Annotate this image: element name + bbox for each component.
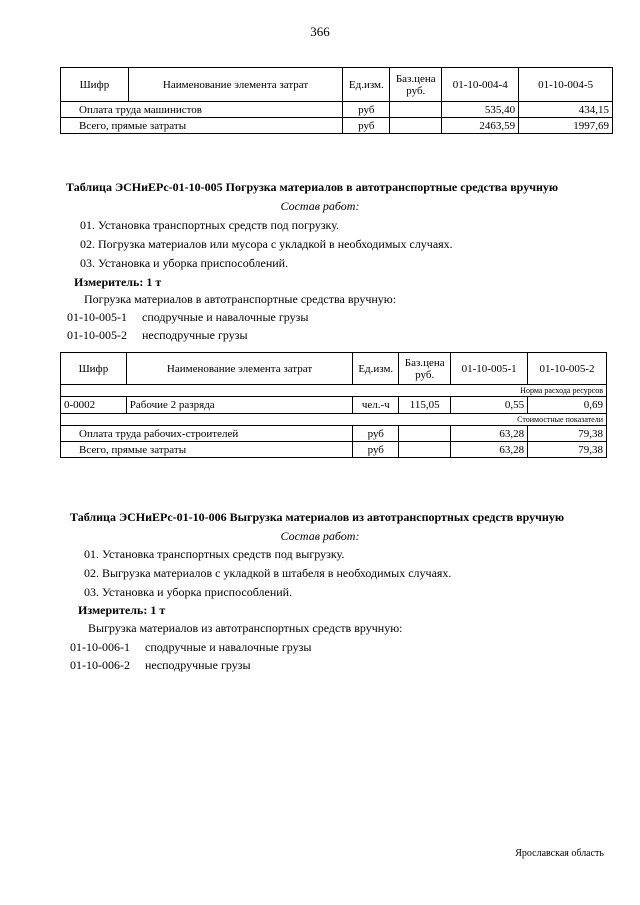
item-code: 01-10-005-2 xyxy=(67,328,127,342)
row-value-2: 434,15 xyxy=(519,102,613,118)
work-step: 01. Установка транспортных средств под выгрузку. xyxy=(84,547,345,561)
meter-label: Измеритель: 1 т xyxy=(74,275,162,289)
page-number: 366 xyxy=(310,24,330,39)
row-unit: руб xyxy=(353,442,399,458)
col-header-code: Шифр xyxy=(61,353,127,385)
row-price: 115,05 xyxy=(399,397,451,414)
col-header-price: Баз.цена руб. xyxy=(399,353,451,385)
row-value-1: 2463,59 xyxy=(442,118,519,134)
norm-section-label: Норма расхода ресурсов xyxy=(61,385,607,397)
table-row xyxy=(61,118,613,134)
cost-section-label: Стоимостные показатели xyxy=(61,414,607,426)
item-text: неcподручные грузы xyxy=(145,658,251,672)
row-value-2: 79,38 xyxy=(528,426,607,442)
footer-region: Ярославская область xyxy=(515,848,604,859)
item-code: 01-10-005-1 xyxy=(67,310,127,324)
row-value-2: 1997,69 xyxy=(519,118,613,134)
col-header-code-1: 01-10-005-1 xyxy=(451,353,528,385)
item-code: 01-10-006-1 xyxy=(70,640,130,654)
col-header-code-2: 01-10-004-5 xyxy=(519,68,613,102)
work-description: Погрузка материалов в автотранспортные средства вручную: xyxy=(84,292,397,306)
work-step: 02. Выгрузка материалов с укладкой в штабеля в необходимых случаях. xyxy=(84,566,452,580)
section-title: Таблица ЭСНиЕРс-01-10-006 Выгрузка материалов из автотранспортных средств вручную xyxy=(70,510,565,524)
section-subtitle: Состав работ: xyxy=(280,199,360,213)
row-value-1: 0,55 xyxy=(451,397,528,414)
row-unit: руб xyxy=(343,102,390,118)
item-text: сподручные и навалочные грузы xyxy=(145,640,312,654)
meter-label: Измеритель: 1 т xyxy=(78,603,166,617)
row-value-1: 535,40 xyxy=(442,102,519,118)
col-header-code-1: 01-10-004-4 xyxy=(442,68,519,102)
row-value-2: 0,69 xyxy=(528,397,607,414)
col-header-unit: Ед.изм. xyxy=(353,353,399,385)
work-step: 02. Погрузка материалов или мусора с укладкой в необходимых случаях. xyxy=(80,237,453,251)
row-code: 0-0002 xyxy=(61,397,127,414)
cost-table-mid xyxy=(60,352,607,458)
table-row xyxy=(61,442,607,458)
col-header-code-2: 01-10-005-2 xyxy=(528,353,607,385)
cost-table-top xyxy=(60,67,613,134)
row-value-1: 63,28 xyxy=(451,442,528,458)
work-step: 01. Установка транспортных средств под погрузку. xyxy=(80,218,340,232)
col-header-name: Наименование элемента затрат xyxy=(128,68,343,102)
row-unit: руб xyxy=(353,426,399,442)
row-name: Всего, прямые затраты xyxy=(61,118,343,134)
col-header-unit: Ед.изм. xyxy=(343,68,390,102)
work-description: Выгрузка материалов из автотранспортных средств вручную: xyxy=(88,621,403,635)
row-name: Оплата труда рабочих-строителей xyxy=(61,426,353,442)
item-text: неcподручные грузы xyxy=(142,328,248,342)
row-name: Всего, прямые затраты xyxy=(61,442,353,458)
col-header-name: Наименование элемента затрат xyxy=(126,353,352,385)
table-row xyxy=(61,426,607,442)
item-text: сподручные и навалочные грузы xyxy=(142,310,309,324)
item-code: 01-10-006-2 xyxy=(70,658,130,672)
work-step: 03. Установка и уборка приспособлений. xyxy=(84,585,293,599)
col-header-code: Шифр xyxy=(61,68,129,102)
row-unit: руб xyxy=(343,118,390,134)
work-step: 03. Установка и уборка приспособлений. xyxy=(80,256,289,270)
row-value-1: 63,28 xyxy=(451,426,528,442)
section-subtitle: Состав работ: xyxy=(280,529,360,543)
row-value-2: 79,38 xyxy=(528,442,607,458)
row-name: Рабочие 2 разряда xyxy=(126,397,352,414)
section-title: Таблица ЭСНиЕРс-01-10-005 Погрузка материалов в автотранспортные средства вручную xyxy=(66,180,559,194)
table-row xyxy=(61,397,607,414)
table-row xyxy=(61,102,613,118)
row-name: Оплата труда машинистов xyxy=(61,102,343,118)
row-unit: чел.-ч xyxy=(353,397,399,414)
col-header-price: Баз.цена руб. xyxy=(390,68,442,102)
